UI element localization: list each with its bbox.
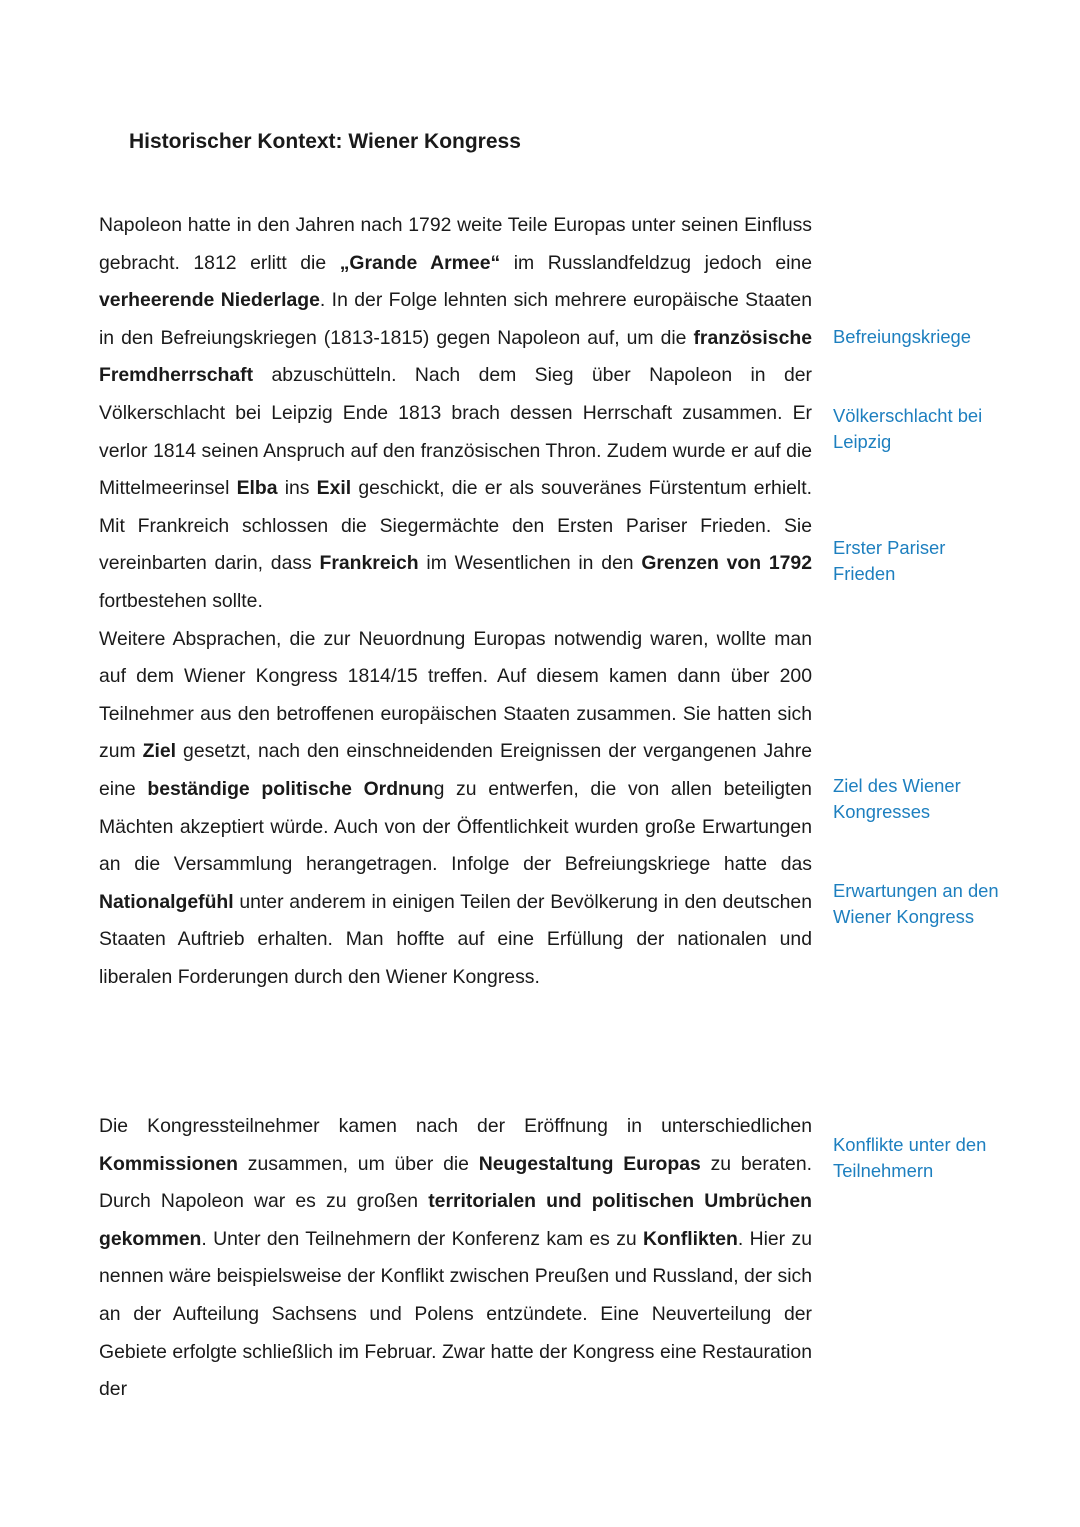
text-run: abzuschütteln. Nach dem Sieg über Napoleon in der Völkerschlacht bei Leipzig Ende 1813 brach dessen Herrschaft zusammen. Er verlor 1814 seinen Anspruch auf den französischen Thron. Zudem wurde er auf die Mittelmeerinsel: [99, 364, 812, 500]
bold-term: beständige politische Ordnun: [147, 777, 434, 800]
bold-term: Neugestaltung Europas: [478, 1152, 701, 1175]
text-run: Die Kongressteilnehmer kamen nach der Eröffnung in unterschiedlichen: [99, 1115, 812, 1137]
text-run: gesetzt, nach den einschneidenden Ereignissen der vergangenen Jahre eine: [99, 740, 812, 800]
margin-note-line: Wiener Kongress: [833, 906, 975, 927]
text-run: im Russlandfeldzug jedoch eine: [500, 251, 812, 274]
margin-note-erwartungen: [833, 878, 1033, 930]
text-run: . Hier zu nennen wäre beispielsweise der Konflikt zwischen Preußen und Russland, der sich an der Aufteilung Sachsens und Polens entzündete. Eine Neuverteilung der Gebiete erfolgte schließlich im Februar. Zwar hatte der Kongress eine Restauration der: [99, 1227, 812, 1401]
margin-note-erster-pariser-frieden: [833, 535, 1033, 587]
bold-term: verheerende Niederlage: [99, 289, 320, 312]
document-title: Historischer Kontext: Wiener Kongress: [129, 130, 521, 153]
text-run: . Unter den Teilnehmern der Konferenz kam es zu: [201, 1227, 644, 1250]
text-run: . In der Folge lehnten sich mehrere europäische Staaten in den Befreiungskriegen (1813-1815) gegen Napoleon auf, um die: [99, 289, 812, 349]
paragraph-wiener-kongress: [99, 621, 812, 997]
margin-note-konflikte: [833, 1132, 1033, 1184]
margin-note-line: Völkerschlacht bei: [833, 405, 983, 426]
body-text-block-1: [99, 207, 812, 996]
text-run: im Wesentlichen in den: [418, 552, 642, 575]
margin-note-line: Befreiungskriege: [833, 326, 972, 347]
text-run: Napoleon hatte in den Jahren nach 1792 weite Teile Europas unter seinen Einfluss gebracht. 1812 erlitt die: [99, 214, 812, 274]
bold-term: Ziel: [142, 740, 177, 763]
bold-term: Exil: [316, 477, 352, 500]
text-run: zu beraten. Durch Napoleon war es zu großen: [99, 1152, 812, 1213]
margin-note-ziel-des-kongresses: [833, 773, 1033, 825]
text-run: unter anderem in einigen Teilen der Bevölkerung in den deutschen Staaten Auftrieb erhalten. Man hoffte auf eine Erfüllung der nationalen und liberalen Forderungen durch den Wiener Kongress.: [99, 890, 812, 988]
bold-term: französische Fremdherrschaft: [99, 326, 812, 387]
bold-term: „Grande Armee“: [339, 251, 501, 274]
margin-note-line: Konflikte unter den: [833, 1134, 987, 1155]
bold-term: Grenzen von 1792: [641, 552, 812, 575]
margin-note-befreiungskriege: [833, 324, 1033, 350]
margin-note-line: Erster Pariser: [833, 537, 946, 558]
margin-note-line: Erwartungen an den: [833, 880, 999, 901]
margin-note-line: Ziel des Wiener: [833, 775, 961, 796]
text-run: g zu entwerfen, die von allen beteiligten Mächten akzeptiert würde. Auch von der Öffentlichkeit wurden große Erwartungen an die Versammlung herangetragen. Infolge der Befreiungskriege hatte das: [99, 777, 812, 876]
margin-note-line: Kongresses: [833, 801, 931, 822]
bold-term: Nationalgefühl: [99, 890, 234, 913]
text-run: geschickt, die er als souveränes Fürstentum erhielt. Mit Frankreich schlossen die Siegermächte den Ersten Pariser Frieden. Sie vereinbarten darin, dass: [99, 477, 813, 575]
bold-term: Elba: [236, 477, 278, 500]
bold-term: Frankreich: [319, 552, 419, 575]
margin-note-voelkerschlacht: [833, 403, 1033, 455]
margin-note-line: Frieden: [833, 563, 896, 584]
margin-note-line: Teilnehmern: [833, 1160, 934, 1181]
margin-note-line: Leipzig: [833, 431, 892, 452]
text-run: ins: [277, 477, 317, 500]
paragraph-napoleon: [99, 207, 812, 621]
paragraph-kommissionen: [99, 1108, 812, 1409]
body-text-block-2: [99, 1108, 812, 1409]
bold-term: Kommissionen: [99, 1152, 238, 1175]
bold-term: territorialen und politischen Umbrüchen gekommen: [99, 1190, 812, 1250]
text-run: Weitere Absprachen, die zur Neuordnung Europas notwendig waren, wollte man auf dem Wiener Kongress 1814/15 treffen. Auf diesem kamen dann über 200 Teilnehmer aus den betroffenen europäischen Staaten zusammen. Sie hatten sich zum: [99, 627, 812, 763]
text-run: fortbestehen sollte.: [99, 589, 263, 612]
text-run: zusammen, um über die: [238, 1152, 479, 1175]
bold-term: Konflikten: [643, 1227, 738, 1250]
